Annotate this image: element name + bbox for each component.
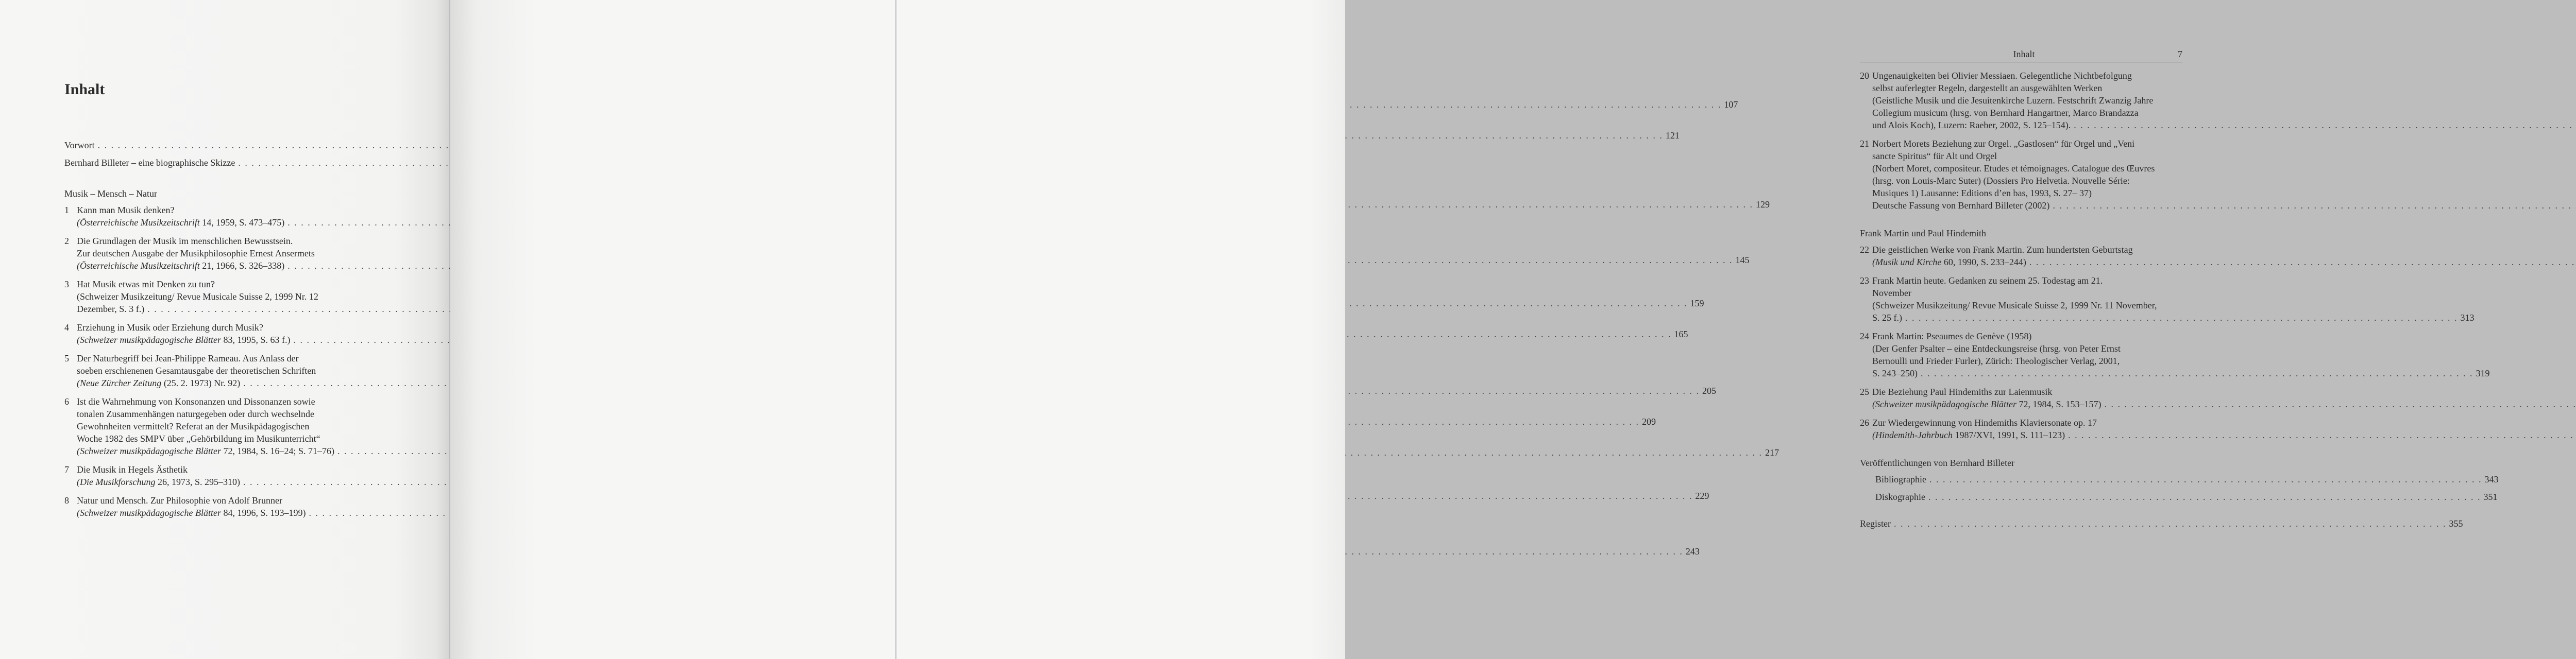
entry-number: 6 [64, 396, 69, 407]
journal-title: (Die Musikforschung [77, 477, 156, 487]
toc-entry [64, 352, 384, 389]
entry-body [1872, 330, 2490, 379]
entry-line: November [1872, 288, 1911, 298]
entry-line: (hrsg. von Louis-Marc Suter) (Dossiers Pro Helvetia. Nouvelle Série: [1872, 176, 2130, 186]
entry-line: sancte Spiritus“ für Alt und Orgel [1872, 151, 1997, 161]
page-ref: 313 [2460, 313, 2475, 323]
toc-entry [64, 395, 384, 457]
entry-line: (Norbert Moret, compositeur. Etudes et témoignages. Catalogue des Œuvres [1872, 163, 2155, 174]
toc-entry [64, 235, 384, 272]
entry-last-line [77, 476, 384, 488]
entry-last-line [1872, 429, 2182, 441]
entry-citation [77, 216, 284, 229]
toc-line [1860, 517, 2463, 530]
entry-last-line [77, 334, 384, 346]
entry-number: 25 [1860, 387, 1869, 397]
entry-line: Natur und Mensch. Zur Philosophie von Adolf Brunner [77, 495, 282, 506]
entry-line: Hat Musik etwas mit Denken zu tun? [77, 279, 215, 289]
entry-last-line [1872, 256, 2182, 268]
page-ref: 343 [2484, 474, 2499, 484]
toc-page-7 [1860, 47, 2499, 535]
entry-last-line [77, 259, 384, 272]
entry-line: Die geistlichen Werke von Frank Martin. Zum hundertsten Geburtstag [1872, 245, 2133, 255]
middle-page [450, 0, 1779, 659]
dot-leader [2104, 398, 2576, 410]
toc-entry [1860, 70, 2182, 131]
journal-title: (Schweizer musikpädagogische Blätter [77, 508, 221, 518]
entry-line: Norbert Morets Beziehung zur Orgel. „Gastlosen“ für Orgel und „Veni [1872, 138, 2135, 149]
entry-last-line [1872, 119, 2182, 131]
toc-line [64, 139, 384, 151]
entry-body [1872, 70, 2182, 131]
entry-line: Ungenauigkeiten bei Olivier Messiaen. Gelegentliche Nichtbefolgung [1872, 71, 2132, 81]
page-ref: 145 [1735, 255, 1750, 265]
entry-line: tonalen Zusammenhängen naturgegeben oder durch wechselnde [77, 409, 314, 419]
toc-title: Inhalt [64, 81, 105, 98]
entry-body [77, 204, 384, 229]
entry-citation [77, 476, 240, 488]
entry-last-line [1872, 199, 2182, 212]
entry-body [77, 352, 384, 389]
entry-line: Die Beziehung Paul Hindemiths zur Laienmusik [1872, 387, 2053, 397]
entry-body [77, 235, 384, 272]
citation-details: (25. 2. 1973) Nr. 92) [161, 378, 241, 388]
entry-citation [1872, 429, 2065, 441]
entry-line: Bernoulli und Frieder Furler), Zürich: Theologischer Verlag, 2001, [1872, 356, 2120, 366]
entry-line: (Geistliche Musik und die Jesuitenkirche Luzern. Festschrift Zwanzig Jahre [1872, 95, 2154, 106]
entry-line: Kann man Musik denken? [77, 205, 175, 215]
journal-title: (Österreichische Musikzeitschrift [77, 261, 200, 271]
toc-entry [1860, 330, 2490, 379]
entry-body [77, 463, 384, 488]
entry-last-line [1872, 311, 2475, 324]
entry-last-line [1872, 398, 2182, 410]
dot-leader [2068, 429, 2576, 441]
entry-list [1860, 70, 2182, 212]
page-ref: 129 [1755, 199, 1770, 210]
page-ref: 159 [1690, 298, 1704, 308]
front-matter [64, 139, 384, 169]
entry-line: (Schweizer Musikzeitung/ Revue Musicale Suisse 2, 1999 Nr. 11 November, [1872, 300, 2157, 310]
entry-number: 24 [1860, 331, 1869, 341]
entry-citation [1872, 367, 1918, 379]
entry-number: 1 [64, 205, 69, 215]
citation-text: und Alois Koch), Luzern: Raeber, 2002, S. 125–154). [1872, 120, 2071, 130]
entry-line: soeben erschienenen Gesamtausgabe der theoretischen Schriften [77, 366, 316, 376]
dot-leader [1929, 473, 2482, 485]
entry-line: selbst auferlegter Regeln, dargestellt an ausgewählten Werken [1872, 83, 2103, 93]
entry-list [1860, 244, 2490, 441]
citation-details: 83, 1995, S. 63 f.) [221, 335, 291, 345]
entry-line: Collegium musicum (hrsg. von Bernhard Hangartner, Marco Brandazza [1872, 108, 2139, 118]
citation-details: 84, 1996, S. 193–199) [221, 508, 306, 518]
entry-number: 26 [1860, 418, 1869, 428]
page-ref: 209 [1642, 417, 1656, 427]
dot-leader [2053, 199, 2576, 212]
toc-label: Bibliographie [1875, 474, 1926, 484]
page-ref: 107 [1724, 99, 1738, 110]
toc-page-1 [64, 77, 384, 525]
toc-entry [1860, 274, 2475, 324]
dot-leader [1894, 517, 2447, 530]
page-ref: 351 [2483, 492, 2498, 502]
running-title: Inhalt [2013, 49, 2035, 59]
toc-line [1875, 491, 2498, 503]
entry-number: 21 [1860, 138, 1869, 149]
entry-last-line [77, 377, 384, 389]
citation-details: 1987/XVI, 1991, S. 111–123) [1952, 430, 2065, 440]
entry-line: Frank Martin heute. Gedanken zu seinem 25. Todestag am 21. [1872, 275, 2103, 286]
citation-details: 14, 1959, S. 473–475) [199, 217, 285, 228]
toc-label: Register [1860, 518, 1891, 529]
entry-citation [1872, 311, 1902, 324]
entry-citation [77, 303, 144, 315]
toc-line [64, 157, 384, 169]
toc-entry [64, 494, 384, 519]
entry-number: 7 [64, 464, 69, 475]
entry-citation [77, 377, 240, 389]
entry-line: Die Grundlagen der Musik im menschlichen Bewusstsein. [77, 236, 293, 246]
toc-entry [64, 321, 384, 346]
toc-entry [1860, 244, 2182, 268]
entry-citation [1872, 256, 2026, 268]
citation-details: 72, 1984, S. 153–157) [2016, 399, 2102, 409]
entry-body [1872, 244, 2182, 268]
register-entry [1860, 517, 2463, 530]
entry-body [77, 494, 384, 519]
citation-details: 60, 1990, S. 233–244) [1941, 257, 2026, 267]
dot-leader [1905, 311, 2458, 324]
entry-citation [77, 507, 306, 519]
citation-details: 21, 1966, S. 326–338) [199, 261, 285, 271]
entry-line: Ist die Wahrnehmung von Konsonanzen und Dissonanzen sowie [77, 396, 315, 407]
entry-line: Gewohnheiten vermittelt? Referat an der Musikpädagogischen [77, 421, 310, 431]
section-heading: Musik – Mensch – Natur [64, 188, 157, 199]
journal-title: (Schweizer musikpädagogische Blätter [77, 446, 221, 456]
toc-entry [1860, 137, 2182, 212]
page-ref: 165 [1674, 329, 1688, 339]
dot-leader [2029, 256, 2576, 268]
journal-title: (Schweizer musikpädagogische Blätter [77, 335, 221, 345]
entry-line: Die Musik in Hegels Ästhetik [77, 464, 188, 475]
entry-number: 22 [1860, 245, 1869, 255]
publication-list [1860, 473, 2499, 503]
section-heading: Veröffentlichungen von Bernhard Billeter [1860, 458, 2015, 468]
entry-citation [77, 259, 284, 272]
entry-line: Woche 1982 des SMPV über „Gehörbildung im Musikunterricht“ [77, 433, 320, 444]
entry-last-line [77, 303, 384, 315]
entry-last-line [1872, 367, 2490, 379]
entry-line: Musiques 1) Lausanne: Editions d’en bas, 1993, S. 27– 37) [1872, 188, 2092, 198]
entry-body [1872, 386, 2182, 410]
toc-label: Vorwort [64, 140, 95, 150]
page-ref: 121 [1665, 130, 1680, 141]
entry-line: Frank Martin: Pseaumes de Genève (1958) [1872, 331, 2032, 341]
entry-last-line [77, 216, 384, 229]
entry-number: 5 [64, 353, 69, 363]
entry-number: 8 [64, 495, 69, 506]
entry-number: 23 [1860, 275, 1869, 286]
page-ref: 319 [2476, 368, 2490, 378]
entry-body [1872, 137, 2182, 212]
journal-title: (Musik und Kirche [1872, 257, 1942, 267]
journal-title: (Schweizer musikpädagogische Blätter [1872, 399, 2016, 409]
page-number: 7 [2178, 49, 2182, 59]
entry-last-line [77, 507, 384, 519]
citation-details: 26, 1973, S. 295–310) [155, 477, 240, 487]
entry-number: 20 [1860, 71, 1869, 81]
entry-line: Zur deutschen Ausgabe der Musikphilosophie Ernest Ansermets [77, 248, 315, 258]
toc-entry [64, 463, 384, 488]
citation-details: 72, 1984, S. 16–24; S. 71–76) [221, 446, 334, 456]
dot-leader [1921, 367, 2473, 379]
toc-entry [1860, 417, 2182, 441]
entry-list [64, 204, 384, 519]
toc-label: Diskographie [1875, 492, 1925, 502]
entry-last-line [77, 445, 384, 457]
page-ref: 205 [1702, 386, 1716, 396]
dot-leader [2074, 119, 2576, 131]
journal-title: (Neue Zürcher Zeitung [77, 378, 162, 388]
toc-entry [1860, 386, 2182, 410]
entry-body [1872, 417, 2182, 441]
entry-line: Der Naturbegriff bei Jean-Philippe Rameau. Aus Anlass der [77, 353, 299, 363]
entry-citation [77, 334, 290, 346]
toc-line [1875, 473, 2499, 485]
entry-line: Erziehung in Musik oder Erziehung durch Musik? [77, 322, 263, 333]
entry-citation [1872, 199, 2049, 212]
entry-body [77, 321, 384, 346]
dot-leader [1928, 491, 2481, 503]
journal-title: (Österreichische Musikzeitschrift [77, 217, 200, 228]
entry-line: Zur Wiedergewinnung von Hindemiths Klaviersonate op. 17 [1872, 418, 2097, 428]
entry-body [1872, 274, 2475, 324]
entry-number: 3 [64, 279, 69, 289]
entry-line: (Der Genfer Psalter – eine Entdeckungsreise (hrsg. von Peter Ernst [1872, 343, 2121, 354]
toc-entry [64, 204, 384, 229]
entry-number: 4 [64, 322, 69, 333]
citation-text: Dezember, S. 3 f.) [77, 304, 145, 314]
citation-text: Deutsche Fassung von Bernhard Billeter (2002) [1872, 200, 2050, 211]
page-ref: 217 [1765, 447, 1779, 458]
entry-citation [1872, 119, 2071, 131]
running-header [1860, 47, 2182, 62]
entry-citation [1872, 398, 2101, 410]
entry-body [77, 278, 384, 315]
page-ref: 229 [1695, 491, 1709, 501]
page-ref: 355 [2449, 518, 2463, 529]
toc-entry [64, 278, 384, 315]
left-page [0, 0, 449, 659]
journal-title: (Hindemith-Jahrbuch [1872, 430, 1953, 440]
entry-line: (Schweizer Musikzeitung/ Revue Musicale Suisse 2, 1999 Nr. 12 [77, 291, 318, 302]
citation-text: S. 243–250) [1872, 368, 1918, 378]
entry-number: 2 [64, 236, 69, 246]
entry-citation [77, 445, 334, 457]
page-ref: 243 [1685, 546, 1700, 557]
entry-body [77, 395, 384, 457]
toc-label: Bernhard Billeter – eine biographische Skizze [64, 158, 235, 168]
section-heading: Frank Martin und Paul Hindemith [1860, 228, 1986, 238]
citation-text: S. 25 f.) [1872, 313, 1902, 323]
